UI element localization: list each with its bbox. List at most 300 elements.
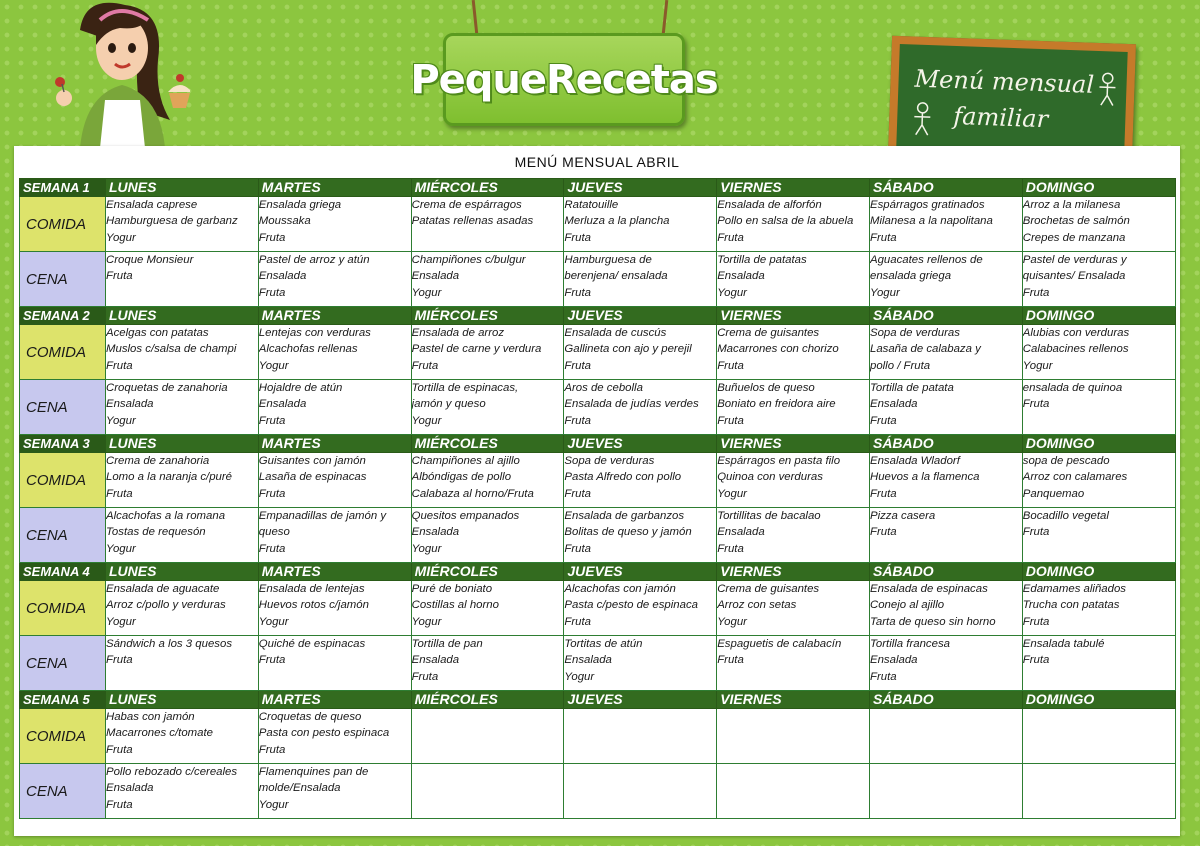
dish: Crema de guisantes [717,327,820,339]
board-line-2: familiar [952,101,1049,134]
day-header: LUNES [106,179,259,197]
menu-cell [564,636,717,691]
menu-cell [564,325,717,380]
day-header: MIÉRCOLES [411,691,564,709]
day-header: MARTES [258,563,411,581]
comida-row [20,325,1176,380]
comida-row [20,581,1176,636]
week-label: SEMANA 4 [20,563,106,581]
day-header: VIERNES [717,179,870,197]
day-header: MIÉRCOLES [411,307,564,325]
comida-label: COMIDA [20,197,106,252]
dish: Panquemao [1022,487,1085,500]
day-header: MIÉRCOLES [411,563,564,581]
dish: Fruta [869,526,897,539]
menu-cell [717,636,870,691]
week-header-row [20,307,1176,325]
menu-cell [411,581,564,636]
dish: Espárragos gratinados [869,199,985,211]
dish: Fruta [869,670,897,683]
dish: Champiñones al ajillo [411,455,520,467]
dish: Fruta [564,359,591,372]
dish: Brochetas de salmón [1022,215,1130,228]
menu-cell [564,709,717,764]
dish: Croquetas de zanahoria [106,382,228,394]
dish: Fruta [564,615,591,628]
menu-cell [411,764,564,819]
dish: Yogur [411,542,442,555]
dish: Fruta [258,414,286,427]
dish: Ensalada [106,398,154,411]
menu-cell [106,380,259,435]
dish: Ensalada [258,270,307,283]
dish: Ensalada de garbanzos [564,510,685,522]
day-header: LUNES [106,307,259,325]
dish: Crepes de manzana [1022,231,1126,244]
comida-row [20,197,1176,252]
dish: Yogur [258,359,289,372]
menu-sheet [14,146,1180,836]
dish: Crema de zanahoria [106,455,210,467]
menu-cell [869,197,1022,252]
menu-title: MENÚ MENSUAL ABRIL [514,154,680,170]
menu-cell [717,508,870,563]
dish: Pastel de arroz y atún [258,254,370,266]
dish: Fruta [258,743,286,756]
dish: Lentejas con verduras [258,327,371,339]
chef-girl-illustration [40,0,190,148]
dish: berenjena/ ensalada [564,270,668,283]
dish: Arroz con setas [717,599,797,612]
menu-cell [411,325,564,380]
board-line-1: Menú mensual [914,64,1095,99]
menu-cell [258,252,411,307]
dish: quisantes/ Ensalada [1022,270,1126,283]
dish: Yogur [717,487,747,500]
menu-cell [411,380,564,435]
day-header: DOMINGO [1022,435,1175,453]
menu-cell [106,764,259,819]
dish: Fruta [411,359,439,372]
day-header: MARTES [258,307,411,325]
dish: Boniato en freidora aire [717,398,836,411]
dish: Ensalada [258,398,307,411]
menu-cell [869,581,1022,636]
dish: Huevos rotos c/jamón [258,599,369,612]
dish: Tortilla de patatas [717,254,807,266]
week-header-row [20,691,1176,709]
dish: pollo / Fruta [869,359,931,372]
dish: Alcachofas con jamón [564,583,676,595]
day-header: MIÉRCOLES [411,179,564,197]
dish: Fruta [106,654,133,667]
dish: Milanesa a la napolitana [869,215,993,228]
menu-cell [869,252,1022,307]
dish: Yogur [1022,359,1053,372]
dish: Merluza a la plancha [564,215,670,228]
menu-cell [869,325,1022,380]
dish: Arroz con calamares [1022,471,1128,484]
dish: Fruta [1022,398,1050,411]
dish: Ensalada [564,654,612,667]
day-header: VIERNES [717,307,870,325]
day-header: SÁBADO [869,691,1022,709]
dish: Ensalada [411,654,460,667]
menu-cell [564,380,717,435]
dish: Ensalada de cuscús [564,327,667,339]
menu-cell [258,508,411,563]
menu-cell [564,508,717,563]
dish: Fruta [106,798,133,811]
dish: Ensalada [106,782,154,795]
dish: queso [258,526,290,539]
menu-cell [106,636,259,691]
dish: Pollo rebozado c/cereales [106,766,238,778]
dish: Ensalada [411,270,460,283]
menu-cell [106,325,259,380]
dish: Ensalada de lentejas [258,583,365,595]
dish: Yogur [564,670,595,683]
week-label: SEMANA 5 [20,691,106,709]
cena-label: CENA [20,764,106,819]
dish: Yogur [106,615,136,628]
day-header: SÁBADO [869,179,1022,197]
dish: Crema de espárragos [411,199,522,211]
dish: Ratatouille [564,199,619,211]
dish: Fruta [258,654,286,667]
cena-label: CENA [20,636,106,691]
day-header: DOMINGO [1022,307,1175,325]
menu-cell [869,709,1022,764]
dish: Lasaña de calabaza y [869,343,981,356]
dish: Ensalada [717,526,765,539]
dish: Fruta [564,231,591,244]
dish: Conejo al ajillo [869,599,945,612]
comida-label: COMIDA [20,453,106,508]
week-header-row [20,563,1176,581]
menu-table [19,178,1176,819]
day-header: SÁBADO [869,563,1022,581]
comida-row [20,709,1176,764]
menu-cell [717,197,870,252]
dish: Bolitas de queso y jamón [564,526,692,539]
dish: Fruta [564,414,591,427]
dish: Fruta [258,542,286,555]
dish: Pastel de verduras y [1022,254,1127,266]
menu-cell [1022,453,1175,508]
day-header: DOMINGO [1022,691,1175,709]
dish: Pizza casera [869,510,936,522]
dish: Yogur [411,414,442,427]
dish: Fruta [869,487,897,500]
dish: Yogur [106,414,136,427]
dish: Hamburguesa de garbanz [106,215,238,228]
dish: Quesitos empanados [411,510,520,522]
dish: jamón y queso [411,398,486,411]
dish: Fruta [258,286,286,299]
comida-row [20,453,1176,508]
dish: Fruta [564,286,591,299]
dish: Fruta [1022,615,1050,628]
week-label: SEMANA 1 [20,179,106,197]
dish: Hamburguesa de [564,254,652,266]
cena-row [20,252,1176,307]
day-header: JUEVES [564,179,717,197]
dish: Fruta [564,542,591,555]
dish: Moussaka [258,215,311,228]
dish: Ensalada griega [258,199,342,211]
dish: Croquetas de queso [258,711,362,723]
day-header: DOMINGO [1022,179,1175,197]
menu-cell [106,197,259,252]
dish: Sándwich a los 3 quesos [106,638,233,650]
day-header: MARTES [258,435,411,453]
dish: Fruta [258,487,286,500]
cena-row [20,380,1176,435]
menu-cell [1022,709,1175,764]
dish: Trucha con patatas [1022,599,1120,612]
day-header: JUEVES [564,691,717,709]
dish: Yogur [869,286,900,299]
dish: Edamames aliñados [1022,583,1126,595]
dish: Pasta Alfredo con pollo [564,471,682,484]
day-header: JUEVES [564,307,717,325]
dish: Fruta [106,487,133,500]
menu-cell [258,709,411,764]
dish: Sopa de verduras [869,327,960,339]
cena-row [20,764,1176,819]
dish: Huevos a la flamenca [869,471,980,484]
dish: Tortitas de atún [564,638,643,650]
dish: Gallineta con ajo y perejil [564,343,692,356]
dish: Ensalada caprese [106,199,198,211]
dish: Crema de guisantes [717,583,820,595]
day-header: LUNES [106,563,259,581]
dish: Alcachofas rellenas [258,343,358,356]
menu-cell [717,380,870,435]
dish: Fruta [717,542,744,555]
comida-label: COMIDA [20,581,106,636]
dish: Ensalada [717,270,765,283]
dish: Quiché de espinacas [258,638,366,650]
chalk-figure-icon [911,101,934,138]
menu-cell [869,380,1022,435]
day-header: DOMINGO [1022,563,1175,581]
menu-cell [411,252,564,307]
cena-row [20,508,1176,563]
day-header: SÁBADO [869,435,1022,453]
menu-cell [869,508,1022,563]
menu-cell [717,325,870,380]
dish: Ensalada Wladorf [869,455,960,467]
menu-cell [869,636,1022,691]
menu-cell [869,453,1022,508]
dish: Fruta [717,231,744,244]
dish: Tostas de requesón [106,526,206,539]
dish: Fruta [1022,526,1050,539]
dish: Yogur [411,615,442,628]
dish: Hojaldre de atún [258,382,343,394]
dish: Fruta [106,743,133,756]
dish: Yogur [106,542,136,555]
menu-cell [106,709,259,764]
dish: Empanadillas de jamón y [258,510,387,522]
menu-cell [411,709,564,764]
day-header: VIERNES [717,691,870,709]
menu-cell [258,197,411,252]
menu-cell [717,252,870,307]
dish: Bocadillo vegetal [1022,510,1109,522]
dish: Tortillitas de bacalao [717,510,821,522]
dish: Tortilla de patata [869,382,954,394]
day-header: LUNES [106,691,259,709]
dish: Alcachofas a la romana [106,510,226,522]
dish: Fruta [1022,654,1050,667]
dish: Costillas al horno [411,599,499,612]
menu-cell [564,581,717,636]
menu-cell [258,380,411,435]
comida-label: COMIDA [20,709,106,764]
dish: Fruta [106,270,133,283]
menu-cell [106,453,259,508]
comida-label: COMIDA [20,325,106,380]
menu-cell [1022,508,1175,563]
menu-cell [1022,197,1175,252]
day-header: JUEVES [564,563,717,581]
menu-cell [1022,764,1175,819]
menu-cell [1022,581,1175,636]
dish: Champiñones c/bulgur [411,254,526,266]
dish: Pasta con pesto espinaca [258,727,390,740]
menu-cell [1022,636,1175,691]
dish: Muslos c/salsa de champi [106,343,237,356]
dish: Fruta [869,414,897,427]
menu-cell [564,252,717,307]
menu-cell [106,252,259,307]
dish: Fruta [717,654,744,667]
logo-text: PequeRecetas [410,56,718,103]
menu-cell [564,453,717,508]
menu-cell [869,764,1022,819]
dish: Yogur [258,798,289,811]
day-header: SÁBADO [869,307,1022,325]
chalkboard-sign [888,36,1136,162]
menu-cell [411,197,564,252]
dish: Albóndigas de pollo [411,471,512,484]
menu-cell [106,508,259,563]
week-header-row [20,179,1176,197]
day-header: MIÉRCOLES [411,435,564,453]
menu-cell [717,453,870,508]
dish: Flamenquines pan de [258,766,369,778]
chalk-figure-icon [1096,71,1119,108]
dish: Arroz c/pollo y verduras [106,599,226,612]
dish: Patatas rellenas asadas [411,215,534,228]
dish: Ensalada de alforfón [717,199,822,211]
cena-label: CENA [20,508,106,563]
menu-cell [717,764,870,819]
dish: Ensalada [411,526,460,539]
week-label: SEMANA 2 [20,307,106,325]
day-header: LUNES [106,435,259,453]
dish: Fruta [869,231,897,244]
menu-cell [1022,380,1175,435]
dish: Tortilla de pan [411,638,483,650]
dish: Ensalada [869,398,918,411]
dish: Alubias con verduras [1022,327,1130,339]
menu-cell [258,325,411,380]
dish: ensalada de quinoa [1022,382,1123,394]
dish: Pastel de carne y verdura [411,343,542,356]
dish: Fruta [106,359,133,372]
dish: Fruta [717,414,744,427]
menu-cell [717,709,870,764]
cena-label: CENA [20,380,106,435]
menu-cell [1022,252,1175,307]
menu-cell [564,197,717,252]
week-label: SEMANA 3 [20,435,106,453]
day-header: MARTES [258,691,411,709]
dish: Buñuelos de queso [717,382,815,394]
dish: molde/Ensalada [258,782,341,795]
menu-cell [717,581,870,636]
day-header: JUEVES [564,435,717,453]
day-header: VIERNES [717,435,870,453]
dish: Ensalada de arroz [411,327,505,339]
dish: sopa de pescado [1022,455,1110,467]
menu-cell [411,508,564,563]
dish: Pollo en salsa de la abuela [717,215,854,228]
dish: Guisantes con jamón [258,455,366,467]
dish: Fruta [258,231,286,244]
dish: Fruta [411,670,439,683]
dish: Croque Monsieur [106,254,194,266]
dish: Ensalada tabulé [1022,638,1105,650]
dish: Macarrones con chorizo [717,343,839,356]
dish: Aguacates rellenos de [869,254,983,266]
day-header: MARTES [258,179,411,197]
dish: Tortilla de espinacas, [411,382,519,394]
dish: Ensalada de aguacate [106,583,220,595]
dish: Pasta c/pesto de espinaca [564,599,699,612]
dish: Sopa de verduras [564,455,655,467]
dish: Puré de boniato [411,583,493,595]
menu-cell [564,764,717,819]
menu-cell [258,636,411,691]
dish: Tarta de queso sin horno [869,615,996,628]
dish: Yogur [717,286,747,299]
dish: Macarrones c/tomate [106,727,213,740]
dish: ensalada griega [869,270,952,283]
menu-cell [106,581,259,636]
dish: Ensalada [869,654,918,667]
dish: Lasaña de espinacas [258,471,367,484]
dish: Calabacines rellenos [1022,343,1129,356]
dish: Espárragos en pasta filo [717,455,841,467]
dish: Fruta [717,359,744,372]
dish: Fruta [564,487,591,500]
menu-cell [258,453,411,508]
dish: Calabaza al horno/Fruta [411,487,534,500]
cena-label: CENA [20,252,106,307]
dish: Ensalada de espinacas [869,583,988,595]
pequerecetas-logo [410,33,718,126]
dish: Yogur [411,286,442,299]
menu-cell [258,581,411,636]
dish: Yogur [106,231,136,244]
cena-row [20,636,1176,691]
dish: Ensalada de judías verdes [564,398,699,411]
